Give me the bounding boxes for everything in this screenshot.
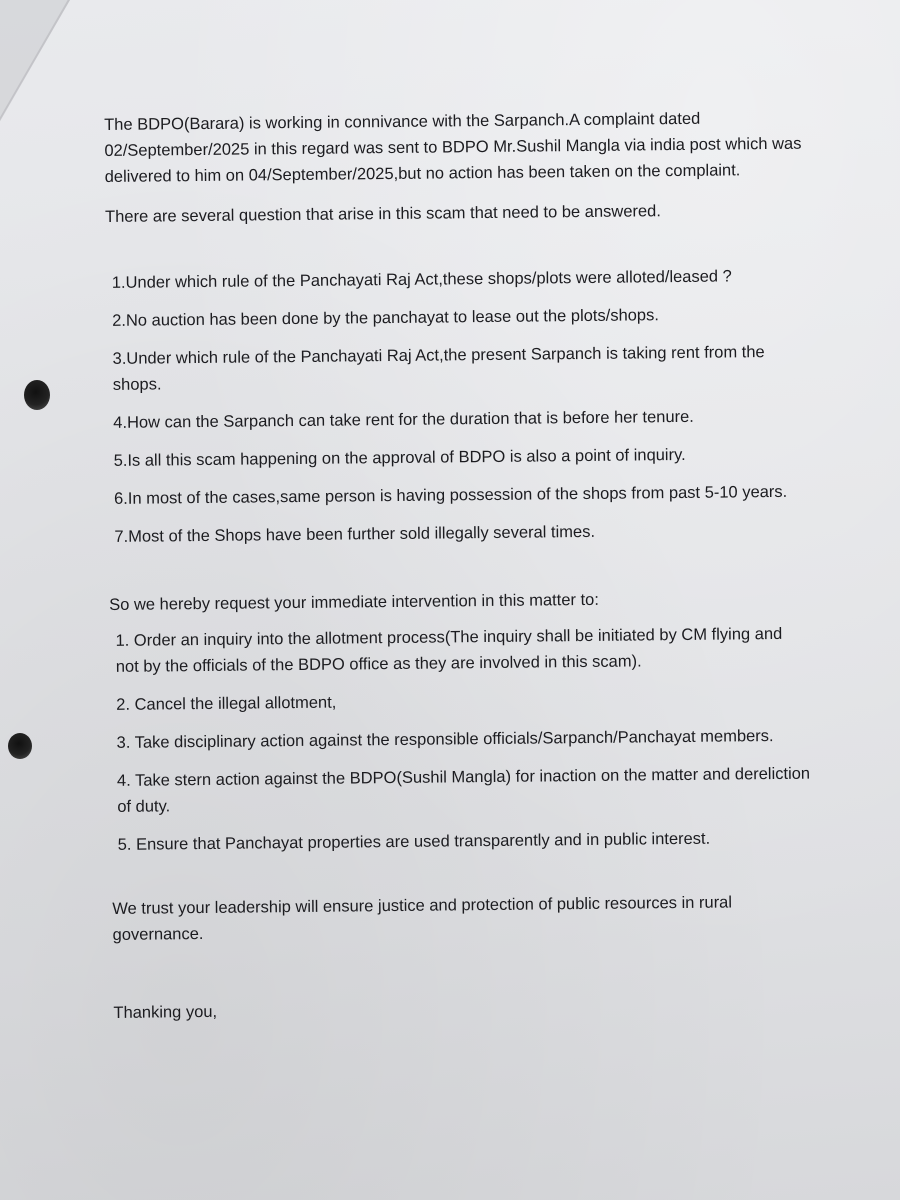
question-item: 6.In most of the cases,same person is having possession of the shops from past 5-10 years.: [113, 482, 788, 508]
question-item: 3.Under which rule of the Panchayati Raj Act,the present Sarpanch is taking rent from the shops.: [112, 343, 765, 394]
requests-list: [109, 621, 811, 858]
closing-line: Thanking you,: [113, 1002, 218, 1022]
punch-hole-upper: [24, 380, 50, 410]
request-lead: So we hereby request your immediate intervention in this matter to:: [109, 590, 599, 614]
request-item: 4. Take stern action against the BDPO(Sushil Mangla) for inaction on the matter and dereliction of duty.: [116, 764, 811, 816]
letter-body: [104, 105, 814, 1026]
question-item: 5.Is all this scam happening on the approval of BDPO is also a point of inquiry.: [113, 445, 686, 470]
trust-paragraph: We trust your leadership will ensure justice and protection of public resources in rural governance.: [112, 893, 733, 944]
request-item: 1. Order an inquiry into the allotment process(The inquiry shall be initiated by CM flying and not by the officials of the BDPO office as they are involved in this scam).: [115, 624, 783, 676]
request-item: 2. Cancel the illegal allotment,: [116, 693, 337, 714]
intro-paragraph: The BDPO(Barara) is working in connivance with the Sarpanch.A complaint dated 02/September/2025 in this regard was sent to BDPO Mr.Sushil Mangla via india post which was delivered to him on 04/September/2025,but no action has been taken on the complaint.: [104, 109, 802, 186]
question-item: 4.How can the Sarpanch can take rent for the duration that is before her tenure.: [113, 407, 694, 432]
request-item: 5. Ensure that Panchayat properties are used transparently and in public interest.: [117, 829, 711, 854]
questions-lead: There are several question that arise in this scam that need to be answered.: [105, 202, 661, 226]
questions-list: [106, 263, 809, 550]
question-item: 7.Most of the Shops have been further sold illegally several times.: [114, 522, 596, 546]
question-item: 1.Under which rule of the Panchayati Raj Act,these shops/plots were alloted/leased ?: [111, 267, 732, 292]
punch-hole-lower: [8, 733, 32, 759]
question-item: 2.No auction has been done by the panchayat to lease out the plots/shops.: [112, 306, 659, 330]
request-item: 3. Take disciplinary action against the responsible officials/Sarpanch/Panchayat members.: [116, 727, 774, 752]
